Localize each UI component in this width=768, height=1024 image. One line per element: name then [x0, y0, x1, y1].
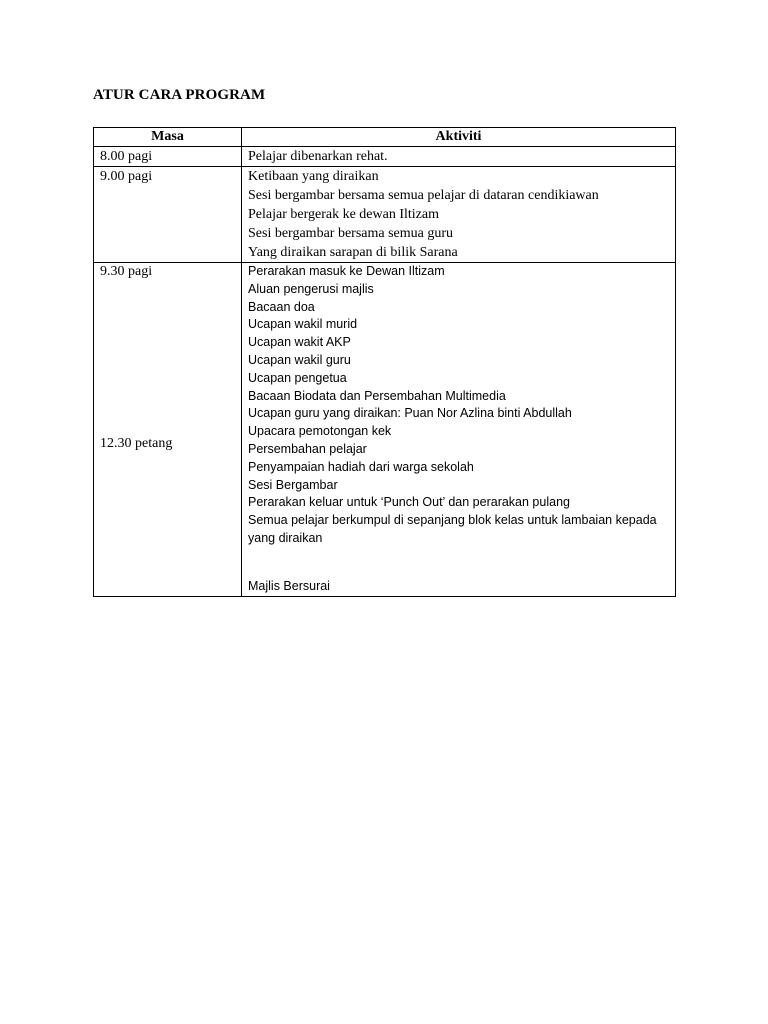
- table-row: [94, 147, 676, 167]
- schedule-table: [93, 127, 676, 597]
- activity-item: Ucapan guru yang diraikan: Puan Nor Azlina binti Abdullah: [248, 406, 572, 421]
- time-value-secondary: 12.30 petang: [100, 436, 173, 451]
- time-value: 9.00 pagi: [100, 169, 153, 184]
- table-header-row: [94, 128, 676, 147]
- closing-item: Majlis Bersurai: [248, 578, 330, 593]
- activity-item: Sesi bergambar bersama semua pelajar di dataran cendikiawan: [248, 188, 599, 203]
- table-row: [94, 167, 676, 263]
- activity-item: Ucapan wakit AKP: [248, 335, 351, 350]
- activity-item: Bacaan doa: [248, 299, 315, 314]
- time-value: 8.00 pagi: [100, 149, 153, 164]
- activity-item: Ucapan wakil murid: [248, 317, 358, 332]
- activity-item: Pelajar bergerak ke dewan Iltizam: [248, 207, 439, 222]
- activity-item: Penyampaian hadiah dari warga sekolah: [248, 459, 474, 474]
- activity-item: Yang diraikan sarapan di bilik Sarana: [248, 245, 458, 260]
- activity-cell: [242, 167, 676, 263]
- spacer: [248, 548, 669, 578]
- activity-cell: [242, 147, 676, 167]
- activity-item: Semua pelajar berkumpul di sepanjang blok kelas untuk lambaian kepada yang diraikan: [248, 513, 657, 545]
- activity-item: Ucapan wakil guru: [248, 352, 351, 367]
- activity-item: Pelajar dibenarkan rehat.: [248, 149, 388, 164]
- table-row: [94, 263, 676, 597]
- activity-item: Upacara pemotongan kek: [248, 424, 392, 439]
- time-cell: [94, 147, 242, 167]
- header-aktiviti: Aktiviti: [242, 128, 676, 147]
- header-masa: Masa: [94, 128, 242, 147]
- activity-item: Perarakan masuk ke Dewan Iltizam: [248, 264, 445, 278]
- activity-item: Persembahan pelajar: [248, 441, 367, 456]
- activity-item: Sesi bergambar bersama semua guru: [248, 226, 454, 241]
- activity-item: Bacaan Biodata dan Persembahan Multimedia: [248, 388, 506, 403]
- activity-item: Ketibaan yang diraikan: [248, 169, 379, 184]
- activity-cell: [242, 263, 676, 597]
- time-value: 9.30 pagi: [100, 264, 153, 279]
- activity-item: Aluan pengerusi majlis: [248, 281, 374, 296]
- document-title: ATUR CARA PROGRAM: [93, 87, 266, 103]
- activity-item: Sesi Bergambar: [248, 477, 338, 492]
- time-cell: [94, 263, 242, 597]
- activity-item: Perarakan keluar untuk ‘Punch Out’ dan perarakan pulang: [248, 495, 570, 510]
- time-cell: [94, 167, 242, 263]
- activity-item: Ucapan pengetua: [248, 370, 347, 385]
